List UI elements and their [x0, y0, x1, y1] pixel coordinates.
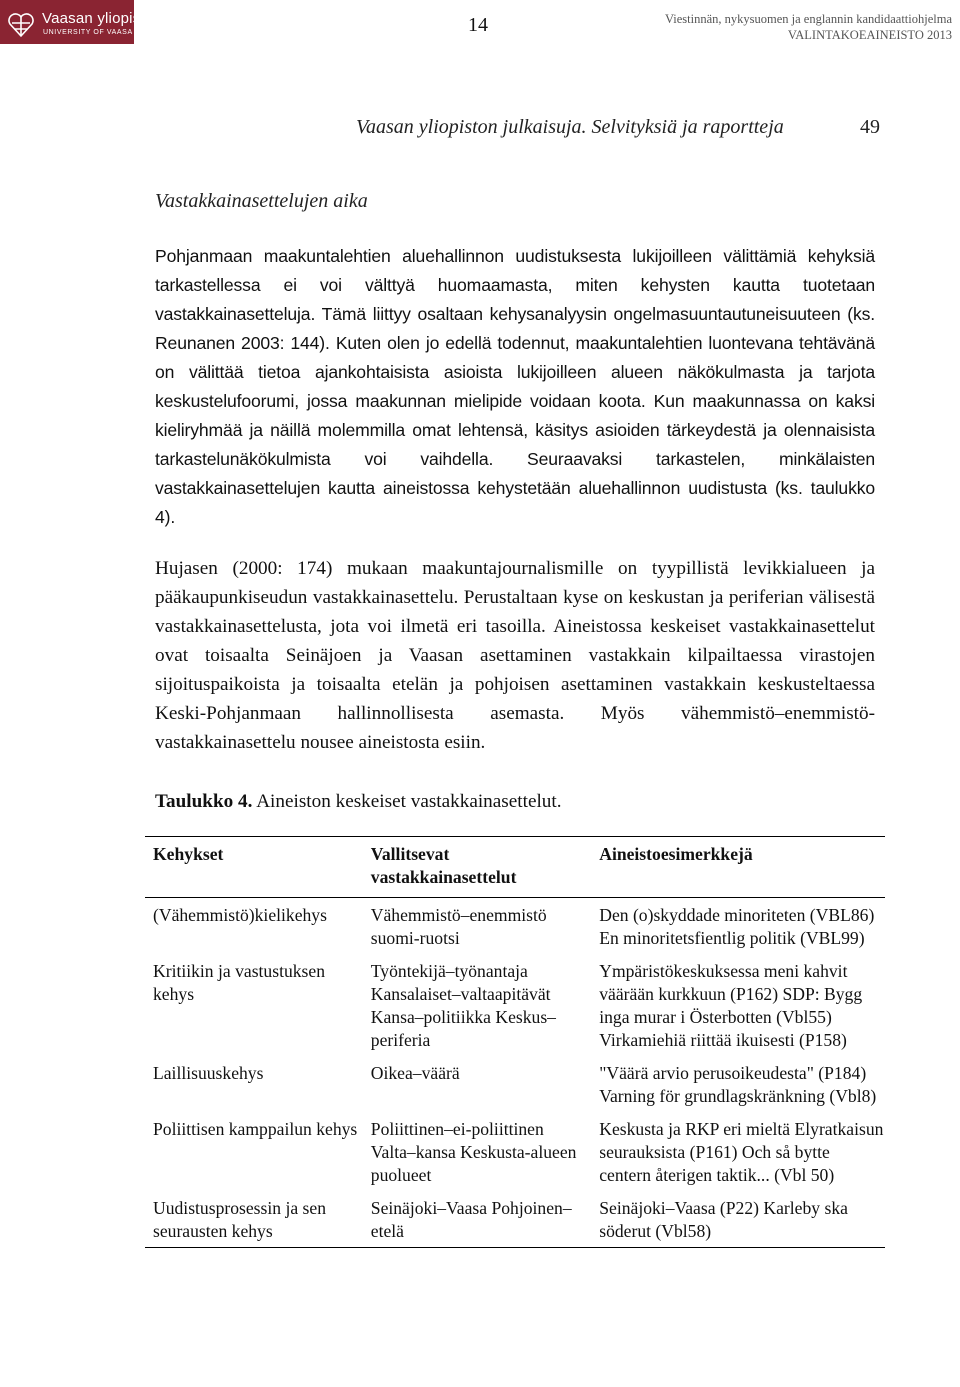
header-examples: Aineistoesimerkkejä	[591, 837, 885, 898]
example-cell: "Väärä arvio perusoikeudesta" (P184) Varning för grundlagskränkning (Vbl8)	[599, 1063, 877, 1106]
table-caption-label: Taulukko 4.	[155, 791, 253, 812]
frame-cell: (Vähemmistö)kielikehys	[153, 905, 327, 925]
table-row	[145, 1112, 885, 1191]
series-title: Vaasan yliopiston julkaisuja. Selvityksiä ja raportteja	[356, 116, 784, 138]
series-reference	[356, 116, 880, 139]
heart-emblem-icon	[6, 9, 36, 39]
example-cell: Ympäristökeskuksessa meni kahvit väärään kurkkuun (P162) SDP: Bygg inga murar i Österbotten (Vbl55) Virkamiehiä riittää ikuisesti (P158)	[599, 961, 863, 1050]
logo-subtitle: UNIVERSITY OF VAASA	[43, 29, 133, 36]
opposition-cell: Vähemmistö–enemmistö suomi-ruotsi	[370, 905, 547, 948]
table-caption-text: Aineiston keskeiset vastakkainasettelut.	[256, 791, 562, 812]
frames-table	[145, 836, 885, 1248]
table-row	[145, 1191, 885, 1248]
example-cell: Keskusta ja RKP eri mieltä Elyratkaisun seurauksista (P161) Och så bytte centern återigen taktik... (Vbl 50)	[599, 1119, 884, 1185]
body-paragraph-1: Pohjanmaan maakuntalehtien aluehallinnon uudistuksesta lukijoilleen välittämiä kehyksiä tarkastellessa ei voi välttyä huomaamasta, miten kehysten kautta tuotetaan vastakkainasetteluja. Tämä liittyy osaltaan kehysanalyysin ongelmasuuntautuneisuuteen (ks. Reunanen 2003: 144). Kuten olen jo edellä todennut, maakuntalehtien luontevana tehtävänä on välittää tietoa ajankohtaisista asioista lukijoilleen alueen näkökulmasta ja tarjota keskustelufoorumi, jossa maakunnan mielipide voidaan koota. Kun maakunnassa on kaksi kieliryhmää ja näillä molemmilla omat lehtensä, käsitys asioiden tärkeydestä ja olennaisista tarkastelunäkökulmista voi vaihdella. Seuraavaksi tarkastelen, minkälaisten vastakkainasettelujen kautta aineistossa kehystetään aluehallinnon uudistusta (ks. taulukko 4).	[155, 246, 875, 527]
opposition-cell: Oikea–väärä	[370, 1063, 460, 1083]
header-frames: Kehykset	[145, 837, 363, 898]
frame-cell: Uudistusprosessin ja sen seurausten kehys	[145, 1191, 363, 1248]
frame-cell: Kritiikin ja vastustuksen kehys	[153, 961, 326, 1004]
opposition-cell: Poliittinen–ei-poliittinen Valta–kansa Keskusta-alueen puolueet	[370, 1119, 577, 1185]
running-header	[665, 11, 952, 43]
running-header-exam: VALINTAKOEAINEISTO 2013	[787, 28, 952, 42]
table-row	[145, 898, 885, 955]
frame-cell: Laillisuuskehys	[153, 1063, 264, 1083]
series-number: 49	[860, 116, 880, 138]
table-caption	[155, 791, 562, 813]
running-header-program: Viestinnän, nykysuomen ja englannin kandidaattiohjelma	[664, 12, 952, 26]
university-logo	[6, 9, 166, 39]
table-row	[145, 954, 885, 1056]
table-header-row	[145, 837, 885, 898]
header-oppositions: Vallitsevat vastakkainasettelut	[363, 837, 591, 898]
section-title: Vastakkainasettelujen aika	[155, 190, 368, 212]
opposition-cell: Työntekijä–työnantaja Kansalaiset–valtaapitävät Kansa–politiikka Keskus–periferia	[370, 961, 556, 1050]
logo-name: Vaasan yliopisto	[42, 10, 154, 27]
table-row	[145, 1056, 885, 1112]
example-cell: Seinäjoki–Vaasa (P22) Karleby ska söderut (Vbl58)	[591, 1191, 885, 1248]
opposition-cell: Seinäjoki–Vaasa Pohjoinen–etelä	[363, 1191, 591, 1248]
body-paragraph-2: Hujasen (2000: 174) mukaan maakuntajournalismille on tyypillistä levikkialueen ja pääkaupunkiseudun vastakkainasettelu. Perustaltaan kyse on keskustan ja periferian välisestä vastakkainasettelusta, jota voi ilmetä eri tasoilla. Aineistossa keskeiset vastakkainasettelut ovat toisaalta Seinäjoen ja Vaasan asettaminen vastakkain kilpailtaessa virastojen sijoituspaikoista ja toisaalta etelän ja pohjoisen asettaminen vastakkain keskusteltaessa Keski-Pohjanmaan hallinnollisesta asemasta. Myös vähemmistö–enemmistö-vastakkainasettelu nousee aineistosta esiin.	[155, 558, 875, 753]
example-cell: Den (o)skyddade minoriteten (VBL86) En minoritetsfientlig politik (VBL99)	[599, 905, 875, 948]
page-number: 14	[468, 14, 488, 36]
frame-cell: Poliittisen kamppailun kehys	[153, 1119, 358, 1139]
